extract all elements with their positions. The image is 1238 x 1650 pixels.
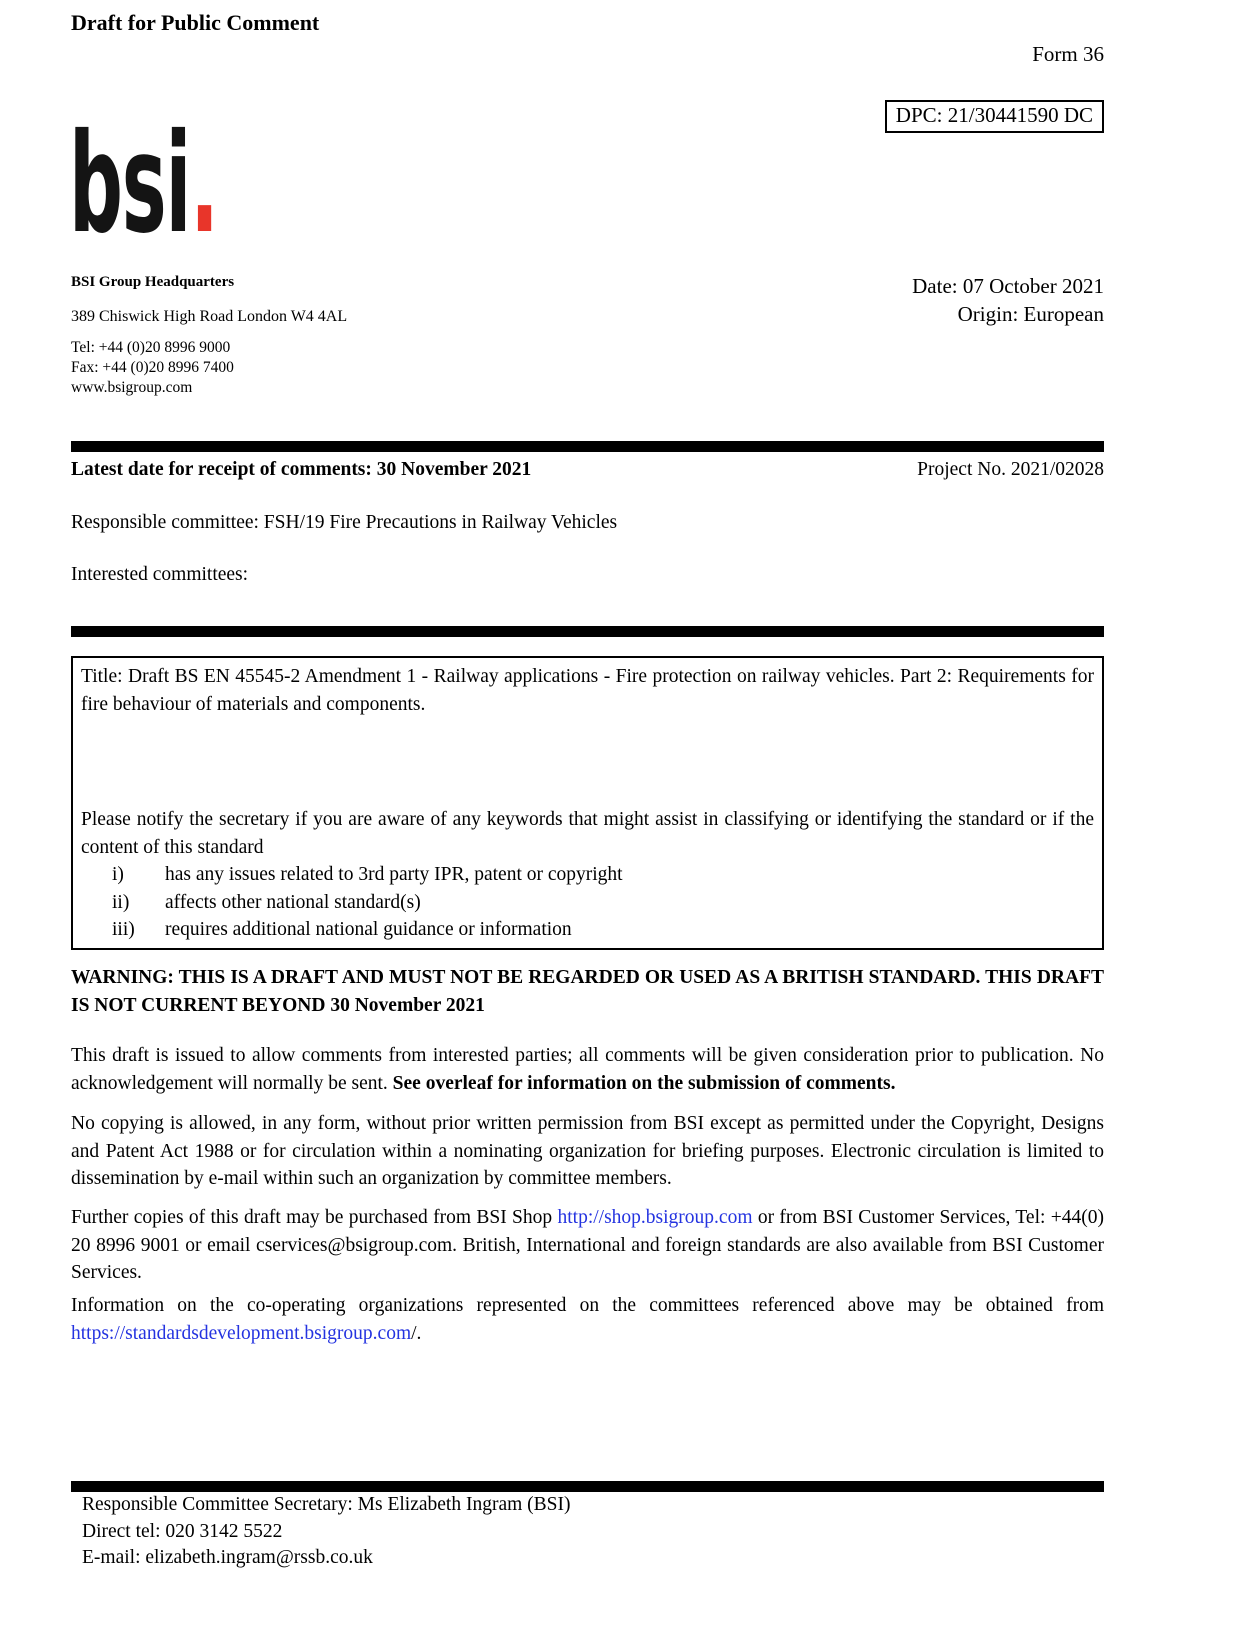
bsi-logo-text: bsi <box>69 105 191 264</box>
paragraph-4-before-link: Information on the co-operating organizations represented on the committees referenced above may be obtained from <box>71 1295 1104 1316</box>
footer-contact-block <box>82 1492 570 1572</box>
keyword-item-3-number: iii) <box>112 919 135 940</box>
keyword-item-1 <box>81 861 1094 889</box>
paragraph-1-bold-text: See overleaf for information on the submission of comments. <box>392 1072 896 1094</box>
draft-warning-text: WARNING: THIS IS A DRAFT AND MUST NOT BE REGARDED OR USED AS A BRITISH STANDARD. THIS DRAFT IS NOT CURRENT BEYOND 30 November 2021 <box>71 967 1104 1016</box>
paragraph-4-after-link: /. <box>411 1322 422 1344</box>
keywords-notify-text: Please notify the secretary if you are aware of any keywords that might assist in classifying or identifying the standard or if the content of this standard <box>81 809 1094 858</box>
dpc-reference-label: DPC: 21/30441590 DC <box>895 103 1093 127</box>
headquarters-label: BSI Group Headquarters <box>71 274 235 290</box>
interested-committees-line: Interested committees: <box>71 564 249 585</box>
standards-development-link[interactable]: https://standardsdevelopment.bsigroup.com <box>71 1322 412 1344</box>
keyword-item-3 <box>81 916 1094 944</box>
paragraph-no-copying: No copying is allowed, in any form, without prior written permission from BSI except as permitted under the Copyright, Designs and Patent Act 1988 or for circulation within a nominating organization for briefing purposes. Electronic circulation is limited to dissemination by e-mail within such an organization by committee members. <box>71 1113 1104 1189</box>
comments-deadline-row <box>71 459 1104 481</box>
telephone-number: Tel: +44 (0)20 8996 9000 <box>71 339 231 356</box>
paragraph-3-before-link: Further copies of this draft may be purchased from BSI Shop <box>71 1207 558 1228</box>
keyword-item-3-text: requires additional national guidance or information <box>165 919 572 940</box>
paragraph-3-after-link: or from BSI Customer Services, Tel: +44(0) 20 8996 9001 or email cservices@bsigroup.com. British, International and foreign standards are also available from BSI Customer Services. <box>71 1207 1104 1283</box>
keyword-item-2 <box>81 889 1094 917</box>
keyword-item-2-text: affects other national standard(s) <box>165 891 421 913</box>
website-url: www.bsigroup.com <box>71 379 193 396</box>
bsi-logo <box>69 105 218 264</box>
street-address: 389 Chiswick High Road London W4 4AL <box>71 308 348 325</box>
keyword-item-2-number: ii) <box>112 891 130 913</box>
email-line: E-mail: elizabeth.ingram@rssb.co.uk <box>82 1547 373 1568</box>
committee-secretary-line: Responsible Committee Secretary: Ms Elizabeth Ingram (BSI) <box>82 1494 571 1515</box>
responsible-committee-line: Responsible committee: FSH/19 Fire Precautions in Railway Vehicles <box>71 512 618 533</box>
bsi-shop-link[interactable]: http://shop.bsigroup.com <box>557 1207 753 1228</box>
divider-bar-bottom <box>71 1481 1104 1492</box>
bsi-logo-red-dot: . <box>190 105 218 264</box>
form-number-label: Form 36 <box>1032 42 1104 66</box>
direct-tel-line: Direct tel: 020 3142 5522 <box>82 1520 283 1542</box>
divider-bar-middle <box>71 626 1104 637</box>
paragraph-1-text: This draft is issued to allow comments from interested parties; all comments will be given consideration prior to publication. No acknowledgement will normally be sent. <box>71 1045 1104 1094</box>
title-box <box>71 656 1104 950</box>
origin-value: Origin: European <box>957 302 1104 326</box>
keyword-item-1-text: has any issues related to 3rd party IPR, patent or copyright <box>165 864 623 885</box>
paragraph-further-copies <box>71 1204 1104 1287</box>
address-block <box>71 274 347 398</box>
dpc-reference-box <box>885 100 1104 133</box>
date-origin-block <box>912 272 1104 328</box>
project-number: Project No. 2021/02028 <box>917 459 1104 480</box>
divider-bar-top <box>71 441 1104 452</box>
standard-title: Title: Draft BS EN 45545-2 Amendment 1 - Railway applications - Fire protection on railway vehicles. Part 2: Requirements for fire behaviour of materials and components. <box>81 666 1094 715</box>
draft-for-public-comment-label: Draft for Public Comment <box>71 10 320 35</box>
keyword-item-1-number: i) <box>112 864 124 885</box>
latest-date-for-comments: Latest date for receipt of comments: 30 November 2021 <box>71 459 532 480</box>
fax-number: Fax: +44 (0)20 8996 7400 <box>71 359 234 376</box>
paragraph-comments-consideration <box>71 1042 1104 1097</box>
paragraph-cooperating-organizations <box>71 1292 1104 1347</box>
date-value: Date: 07 October 2021 <box>912 274 1104 298</box>
